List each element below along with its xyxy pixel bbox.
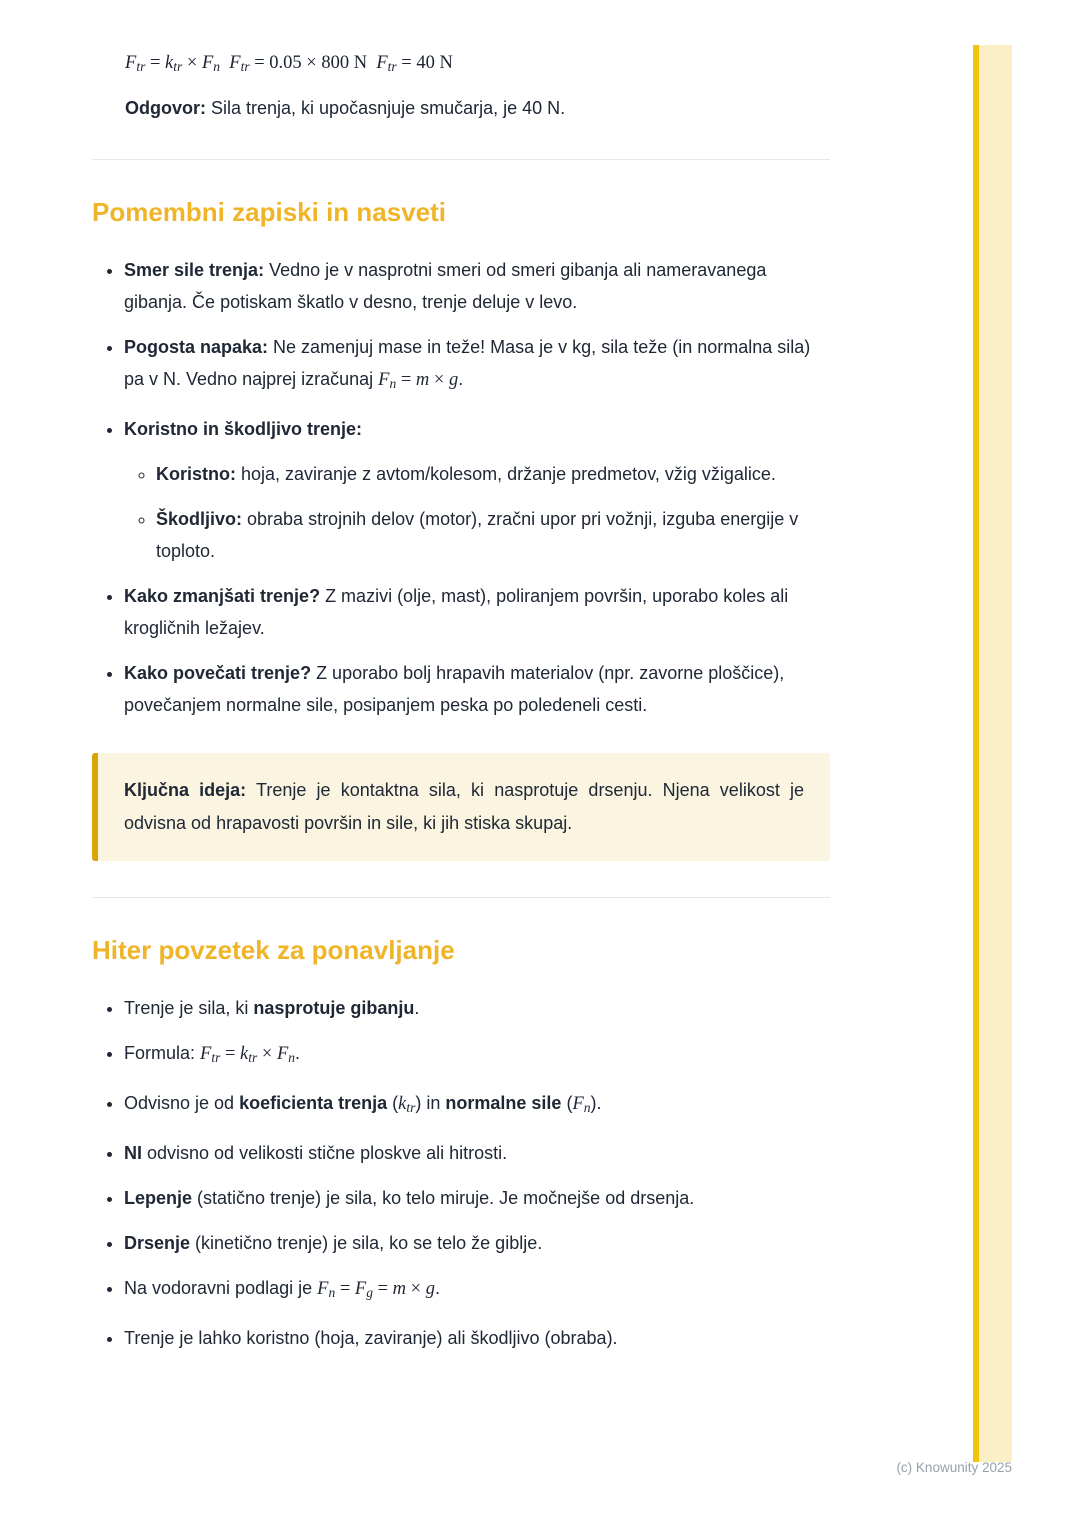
- math-text: ×: [182, 53, 202, 73]
- bold-text: Drsenje: [124, 1233, 191, 1253]
- intro-block: [125, 48, 830, 123]
- text: .: [295, 1043, 301, 1063]
- text: Sila trenja, ki upočasnjuje smučarja, je 40 N.: [206, 98, 566, 118]
- list-item: [124, 1182, 830, 1214]
- section-title-summary: Hiter povzetek za ponavljanje: [92, 935, 455, 965]
- math-text: ×: [257, 1044, 277, 1064]
- list-item: [124, 331, 830, 400]
- math-text: tr: [387, 59, 397, 74]
- list-item-text: [124, 663, 784, 715]
- math-text: ×: [429, 370, 449, 390]
- side-highlight-line: [973, 45, 979, 1462]
- text: Trenje je sila, ki: [124, 998, 254, 1018]
- text: .: [458, 369, 464, 389]
- notes-list: [92, 254, 830, 721]
- copyright-footer: (c) Knowunity 2025: [896, 1460, 1012, 1475]
- math-text: =: [335, 1279, 355, 1299]
- text: Na vodoravni podlagi je: [124, 1278, 318, 1298]
- math-text: g: [366, 1285, 373, 1300]
- list-item: [124, 992, 830, 1024]
- text: obraba strojnih delov (motor), zračni upor pri vožnji, izguba energije v toploto.: [156, 509, 799, 561]
- math-text: [367, 53, 376, 73]
- list-item-text: [124, 1233, 542, 1253]
- math-text: k: [240, 1044, 249, 1064]
- sub-list-item-text: [156, 464, 776, 484]
- list-item: [124, 1137, 830, 1169]
- list-item-text: [124, 1043, 300, 1063]
- list-item-text: [124, 1143, 507, 1163]
- list-item-text: [124, 260, 766, 312]
- math-text: k: [165, 53, 174, 73]
- math-text: tr: [248, 1050, 258, 1065]
- bold-text: koeficienta trenja: [239, 1093, 388, 1113]
- sub-list-item-text: [156, 509, 798, 561]
- list-item-text: [124, 1328, 618, 1348]
- math-text: tr: [406, 1100, 416, 1115]
- divider: [92, 897, 830, 898]
- math-text: F: [200, 1044, 212, 1064]
- math-text: n: [328, 1285, 336, 1300]
- text: Vedno je v nasprotni smeri od smeri gibanja ali nameravanega gibanja. Če potiskam škatlo v desno, trenje deluje v levo.: [124, 260, 767, 312]
- math-text: tr: [240, 59, 250, 74]
- bold-text: Odgovor:: [125, 98, 206, 118]
- math-text: n: [288, 1050, 296, 1065]
- math-text: [220, 53, 229, 73]
- math-text: tr: [173, 59, 183, 74]
- text: Z uporabo bolj hrapavih materialov (npr. zavorne ploščice), povečanjem normalne sile, posipanjem peska po poledeneli cesti.: [124, 663, 785, 715]
- math-text: F: [572, 1094, 584, 1114]
- bold-text: Kako povečati trenje?: [124, 663, 312, 683]
- math-text: F: [276, 1044, 289, 1064]
- bold-text: Pogosta napaka:: [124, 337, 269, 357]
- math-text: F: [201, 53, 214, 73]
- math-text: F: [376, 53, 388, 73]
- text: Odvisno je od: [124, 1093, 240, 1113]
- summary-list: [92, 992, 830, 1354]
- list-item-text: [124, 586, 788, 638]
- sub-list-item: [156, 503, 830, 567]
- text: (statično trenje) je sila, ko telo miruje. Je močnejše od drsenja.: [192, 1188, 695, 1208]
- math-text: n: [389, 376, 397, 391]
- list-item: [124, 1037, 830, 1074]
- document-content: [92, 48, 830, 1367]
- bold-text: Lepenje: [124, 1188, 193, 1208]
- text: odvisno od velikosti stične ploskve ali hitrosti.: [142, 1143, 508, 1163]
- sub-list: [124, 458, 830, 567]
- math-text: F: [378, 370, 390, 390]
- math-text: k: [398, 1094, 407, 1114]
- bold-text: Ključna ideja:: [124, 780, 247, 800]
- text: ).: [590, 1093, 602, 1113]
- math-text: g: [448, 370, 459, 390]
- key-idea-callout: [92, 753, 830, 861]
- text: hoja, zaviranje z avtom/kolesom, držanje predmetov, vžig vžigalice.: [236, 464, 776, 484]
- section-title-notes: Pomembni zapiski in nasveti: [92, 197, 446, 227]
- bold-text: Koristno in škodljivo trenje:: [124, 419, 363, 439]
- list-item-text: [124, 1278, 440, 1298]
- list-item: [124, 254, 830, 318]
- text: (kinetično trenje) je sila, ko se telo že giblje.: [190, 1233, 543, 1253]
- list-item-text: [124, 1188, 694, 1208]
- math-text: n: [583, 1100, 591, 1115]
- bold-text: Smer sile trenja:: [124, 260, 265, 280]
- text: Trenje je kontaktna sila, ki nasprotuje drsenju. Njena velikost je odvisna od hrapavosti površin in sile, ki jih stiska skupaj.: [124, 780, 804, 833]
- list-item-text: [124, 1093, 602, 1113]
- answer-line: [125, 93, 830, 123]
- math-text: = 40 N: [396, 53, 453, 73]
- list-item: [124, 413, 830, 567]
- math-text: tr: [136, 59, 146, 74]
- list-item-text: [124, 337, 810, 389]
- list-item: [124, 580, 830, 644]
- side-highlight-band: [979, 45, 1012, 1462]
- text: .: [414, 998, 420, 1018]
- math-text: =: [220, 1044, 241, 1064]
- bold-text: Škodljivo:: [156, 509, 243, 529]
- math-text: ×: [406, 1279, 426, 1299]
- math-text: F: [125, 53, 137, 73]
- divider: [92, 159, 830, 160]
- math-text: =: [396, 370, 416, 390]
- math-text: F: [317, 1279, 329, 1299]
- text: (: [561, 1093, 573, 1113]
- bold-text: NI: [124, 1143, 142, 1163]
- math-text: F: [354, 1279, 367, 1299]
- formula-line: [125, 48, 830, 81]
- math-text: F: [229, 53, 241, 73]
- list-item: [124, 1227, 830, 1259]
- bold-text: normalne sile: [445, 1093, 562, 1113]
- text: .: [434, 1278, 440, 1298]
- text: Trenje je lahko koristno (hoja, zaviranje) ali škodljivo (obraba).: [124, 1328, 618, 1348]
- math-text: = 0.05 × 800 N: [249, 53, 368, 73]
- list-item: [124, 1272, 830, 1309]
- text: Ne zamenjuj mase in teže! Masa je v kg, sila teže (in normalna sila) pa v N. Vedno najprej izračunaj: [124, 337, 811, 389]
- text: ) in: [415, 1093, 446, 1113]
- math-text: m: [415, 370, 430, 390]
- math-text: g: [425, 1279, 435, 1299]
- key-idea-text: [124, 774, 804, 840]
- math-text: tr: [211, 1050, 221, 1065]
- math-text: n: [213, 59, 220, 74]
- bold-text: Koristno:: [156, 464, 236, 484]
- text: Z mazivi (olje, mast), poliranjem površin, uporabo koles ali krogličnih ležajev.: [124, 586, 789, 638]
- math-text: =: [372, 1279, 393, 1299]
- list-item: [124, 657, 830, 721]
- math-text: m: [392, 1279, 406, 1299]
- list-item: [124, 1322, 830, 1354]
- bold-text: nasprotuje gibanju: [253, 998, 415, 1018]
- list-item: [124, 1087, 830, 1124]
- math-text: =: [145, 53, 166, 73]
- sub-list-item: [156, 458, 830, 490]
- list-item-text: [124, 419, 362, 439]
- text: (: [387, 1093, 399, 1113]
- bold-text: Kako zmanjšati trenje?: [124, 586, 321, 606]
- text: Formula:: [124, 1043, 201, 1063]
- list-item-text: [124, 998, 419, 1018]
